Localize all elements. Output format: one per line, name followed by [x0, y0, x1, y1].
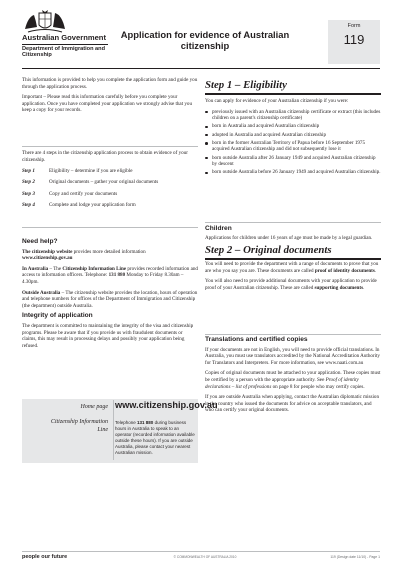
divider: [22, 227, 198, 228]
integrity-paragraph: The department is committed to maintaining the integrity of the visa and citizenship programs. Please be aware that if you provide us with fraudulent documents or claims, this may result in processing delays and possibly your application being refused.: [22, 322, 194, 349]
in-australia-paragraph: In Australia – The Citizenship Information Line provides recorded information and access to information officers. Telephone: 131 880 Monday to Friday 8.30am – 4.30pm.: [22, 265, 198, 285]
form-label: Form: [347, 23, 361, 29]
need-help-heading: Need help?: [22, 238, 58, 245]
list-item: born in Australia and acquired Australian citizenship: [205, 123, 381, 130]
step-text: Copy and certify your documents: [49, 190, 118, 197]
header-divider: [22, 68, 380, 69]
children-heading: Children: [205, 225, 232, 232]
intro-paragraph: This information is provided to help you complete the application form and guide you through the application process.: [22, 77, 198, 90]
page-title: Application for evidence of Australian citizenship: [120, 29, 290, 51]
children-section: [205, 226, 381, 245]
step-label: Step 2: [22, 179, 35, 186]
step-label: Step 3: [22, 190, 35, 197]
website-link[interactable]: www.citizenship.gov.au: [115, 400, 218, 410]
divider: [205, 334, 381, 335]
step1-heading: Step 1 – Eligibility: [205, 79, 287, 91]
step-row: [22, 179, 198, 185]
supporting-paragraph: You will also need to provide additional documents with your application to provide proof of your Australian citizenship. These are called supporting documents.: [205, 278, 377, 291]
footer-slogan: people our future: [22, 554, 68, 560]
department-name: Department of Immigration and Citizenship: [22, 46, 105, 59]
translations-heading: Translations and certified copies: [205, 336, 308, 343]
divider: [22, 44, 108, 45]
translations-section: [205, 337, 381, 418]
steps-intro: There are 4 steps in the citizenship application process to obtain evidence of your citizenship.: [22, 150, 188, 163]
footer-page-info: 119 (Design date 11/10) - Page 1: [330, 555, 380, 559]
step-label: Step 4: [22, 201, 35, 208]
list-item: born outside Australia before 26 January 1949 and acquired Australian citizenship.: [205, 169, 381, 176]
need-help-section: [22, 239, 198, 353]
list-item: born outside Australia after 26 January 1949 and acquired Australian citizenship by descent: [205, 155, 381, 168]
step1-rule: [205, 93, 381, 95]
steps-list: [22, 168, 198, 213]
home-page-label: Home page: [80, 404, 108, 410]
step2-heading: Step 2 – Original documents: [205, 244, 332, 256]
step1-section: [205, 98, 381, 178]
divider: [205, 222, 381, 223]
children-paragraph: Applications for children under 16 years of age must be made by a legal guardian.: [205, 234, 373, 241]
step-text: Complete and lodge your application form: [49, 201, 136, 208]
step-row: [22, 191, 198, 197]
list-item: born in the former Australian Territory of Papua before 16 September 1975 acquired Australian citizenship and did not subsequently lose it: [205, 140, 381, 153]
eligibility-list: [205, 109, 381, 176]
coat-of-arms-logo: [22, 9, 68, 35]
outside-australia-paragraph: Outside Australia – The citizenship website provides the location, hours of operation and telephone numbers for offices of the Department of Immigration and Citizenship (the department) outside Australia.: [22, 289, 198, 309]
outside-australia-paragraph: If you are outside Australia when applying, contact the Australian diplomatic mission in the country who issued the documents for advice on acceptable translators, and who can certify your original documents.: [205, 394, 379, 414]
certified-copies-paragraph: Copies of original documents must be attached to your application. These copies must be certified by a person with the appropriate authority. See Proof of identity declarations – list of professions on page 8 for people who may certify copies.: [205, 370, 381, 390]
divider: [22, 146, 198, 147]
government-name: Australian Government: [22, 33, 106, 42]
intro-section: [22, 77, 198, 118]
footer-divider: [22, 551, 380, 552]
list-item: previously issued with an Australian citizenship certificate or extract (this includes children on a parent's citizenship certificate): [205, 109, 381, 122]
step-label: Step 1: [22, 168, 35, 174]
list-item: adopted in Australia and acquired Australian citizenship: [205, 132, 381, 139]
step-text: Eligibility – determine if you are eligible: [49, 168, 133, 174]
step-text: Original documents – gather your original documents: [49, 179, 159, 186]
contact-box-divider: [113, 400, 114, 460]
step-row: [22, 202, 198, 208]
form-number: 119: [343, 32, 365, 47]
important-paragraph: Important – Please read this information carefully before you complete your application. Once you have completed your application we strongly advise that you keep a copy for your records.: [22, 94, 193, 114]
website-paragraph: The citizenship website provides more detailed information www.citizenship.gov.au: [22, 248, 146, 262]
step-row: [22, 168, 198, 174]
translations-paragraph: If your documents are not in English, you will need to provide official translations. In Australia, you must use translators accredited by the National Accreditation Authority for Translators and Interpreters. For more information, see www.naati.com.au: [205, 346, 380, 366]
step2-rule: [205, 258, 381, 260]
website-link[interactable]: www.citizenship.gov.au: [22, 255, 73, 262]
telephone-info: Telephone 131 880 during business hours in Australia to speak to an operator (recorded information available outside these hours). If you are outside Australia, please contact your nearest Australian mission.: [115, 420, 195, 455]
integrity-heading: Integrity of application: [22, 312, 93, 320]
identity-paragraph: You will need to provide the department with a range of documents to prove that you are who you say you are. These documents are called proof of identity documents.: [205, 261, 379, 274]
footer-copyright: © COMMONWEALTH OF AUSTRALIA 2010: [173, 555, 237, 559]
citizenship-line-label: Citizenship Information Line: [50, 419, 108, 433]
step1-intro: You can apply for evidence of your Australian citizenship if you were:: [205, 98, 349, 104]
step2-section: [205, 261, 381, 295]
